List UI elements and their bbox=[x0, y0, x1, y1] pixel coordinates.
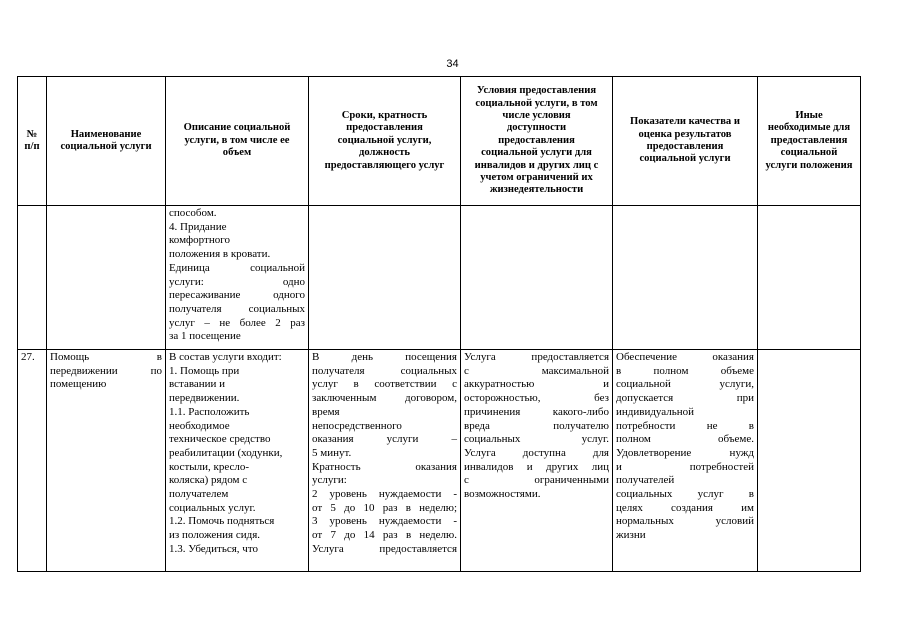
header-line: доступности bbox=[506, 122, 567, 134]
cell-line: вставании и bbox=[169, 378, 226, 391]
cell-line: целях создания им bbox=[616, 501, 754, 514]
header-line: предоставления bbox=[646, 141, 724, 152]
cell-line: услуг – не более 2 раз bbox=[169, 316, 305, 329]
header-line: Сроки, кратность bbox=[341, 109, 428, 121]
header-line: п/п bbox=[24, 141, 40, 152]
cell-line: оказания услуги – bbox=[312, 433, 457, 446]
cell-line: Удовлетворение нужд bbox=[616, 446, 754, 459]
cell-line: с максимальной bbox=[464, 364, 609, 377]
page-number: 34 bbox=[446, 58, 459, 70]
cell-line: комфортного bbox=[169, 234, 230, 247]
header-line: учетом ограничений их bbox=[480, 172, 593, 184]
header-description bbox=[166, 77, 309, 206]
cell-line: социальных услуг. bbox=[464, 433, 609, 446]
cell-service-name bbox=[47, 350, 166, 572]
cell-number: 27. bbox=[18, 350, 47, 572]
header-line: социальной услуги bbox=[60, 141, 152, 152]
header-line: должность bbox=[358, 147, 411, 159]
header-service-name bbox=[47, 77, 166, 206]
header-line: предоставления bbox=[498, 134, 575, 146]
cell-line: 1.3. Убедиться, что bbox=[169, 542, 258, 555]
header-line: социальной услуги bbox=[639, 153, 731, 165]
header-line: Описание социальной bbox=[183, 122, 291, 134]
cell-line: услуги: одно bbox=[169, 275, 305, 288]
cell-line: 3 уровень нуждаемости - bbox=[312, 515, 457, 528]
cell-description bbox=[166, 350, 309, 572]
cell-quality bbox=[613, 350, 758, 572]
header-other bbox=[758, 77, 861, 206]
cell-line: в полном объеме bbox=[616, 364, 754, 377]
cell-line: и потребностей bbox=[616, 460, 754, 473]
cell-line: помещению bbox=[50, 378, 107, 391]
header-line: социальной услуги для bbox=[481, 147, 592, 159]
cell-line: возможностями. bbox=[464, 488, 541, 501]
header-conditions bbox=[461, 77, 613, 206]
cell-line: Единица социальной bbox=[169, 261, 305, 274]
header-line: необходимые для bbox=[767, 122, 851, 134]
cell-line: положения в кровати. bbox=[169, 248, 271, 261]
cell-conditions-empty bbox=[461, 206, 613, 350]
cell-line: индивидуальной bbox=[616, 405, 695, 418]
cell-line: получателем bbox=[169, 488, 229, 501]
cell-line: от 7 до 14 раз в неделю. bbox=[312, 529, 457, 542]
header-line: объем bbox=[222, 147, 252, 159]
cell-line: причинения какого-либо bbox=[464, 405, 609, 418]
cell-terms bbox=[309, 350, 461, 572]
cell-line: аккуратностью и bbox=[464, 378, 609, 391]
header-number bbox=[18, 77, 47, 206]
cell-line: техническое средство bbox=[169, 433, 271, 446]
header-line: Иные bbox=[795, 109, 823, 121]
cell-line: непосредственного bbox=[312, 419, 402, 432]
header-line: Наименование bbox=[70, 128, 142, 140]
cell-line: костыли, кресло- bbox=[169, 460, 250, 473]
cell-line: необходимое bbox=[169, 419, 230, 432]
table-row-continuation bbox=[18, 206, 861, 350]
cell-line: 4. Придание bbox=[169, 220, 227, 233]
cell-line: потребности не в bbox=[616, 419, 754, 432]
cell-line: Помощь в bbox=[50, 351, 162, 363]
cell-line: реабилитации (ходунки, bbox=[169, 446, 283, 459]
cell-line: вреда получателю bbox=[464, 419, 609, 432]
cell-line: 5 минут. bbox=[312, 446, 352, 459]
cell-line: социальной услуги, bbox=[616, 378, 754, 391]
services-table bbox=[17, 76, 861, 572]
header-line: предоставляющего услуг bbox=[324, 159, 445, 171]
cell-conditions bbox=[461, 350, 613, 572]
cell-line: способом. bbox=[169, 207, 217, 219]
cell-name-empty bbox=[47, 206, 166, 350]
cell-line: 1.1. Расположить bbox=[169, 405, 250, 418]
cell-line: В состав услуги входит: bbox=[169, 351, 282, 363]
cell-description-continuation bbox=[166, 206, 309, 350]
cell-line: время bbox=[312, 405, 340, 418]
header-line: оценка результатов bbox=[638, 128, 732, 140]
header-line: Условия предоставления bbox=[476, 85, 597, 97]
cell-line: Услуга предоставляется bbox=[312, 542, 457, 555]
cell-line: социальных услуг. bbox=[169, 501, 256, 514]
cell-other-empty bbox=[758, 206, 861, 350]
table-row-item-27 bbox=[18, 350, 861, 572]
cell-line: услуги: bbox=[312, 474, 347, 487]
cell-line: Услуга доступна для bbox=[464, 446, 609, 459]
header-line: социальной услуги, bbox=[337, 134, 432, 146]
cell-line: с ограниченными bbox=[464, 474, 609, 487]
cell-line: пересаживание одного bbox=[169, 289, 305, 302]
header-line: Показатели качества и bbox=[630, 116, 740, 128]
cell-number-empty bbox=[18, 206, 47, 350]
header-line: инвалидов и других лиц с bbox=[474, 159, 599, 171]
cell-line: 1.2. Помочь подняться bbox=[169, 515, 275, 528]
cell-line: инвалидов и других лиц bbox=[464, 460, 609, 473]
cell-line: жизни bbox=[616, 529, 646, 542]
cell-line: социальных услуг в bbox=[616, 488, 754, 501]
cell-line: нормальных условий bbox=[616, 515, 754, 528]
cell-line: получателя социальных bbox=[169, 302, 305, 315]
header-line: предоставления bbox=[346, 122, 423, 134]
cell-line: передвижении. bbox=[169, 392, 240, 405]
header-line: услуги положения bbox=[765, 159, 853, 171]
cell-line: получателей bbox=[616, 474, 675, 487]
cell-line: получателя социальных bbox=[312, 364, 457, 377]
cell-line: полном объеме. bbox=[616, 433, 754, 446]
header-quality bbox=[613, 77, 758, 206]
cell-line: допускается при bbox=[616, 392, 754, 405]
cell-other-empty-27 bbox=[758, 350, 861, 572]
cell-line: коляска) рядом с bbox=[169, 474, 248, 487]
cell-line: из положения сидя. bbox=[169, 529, 261, 542]
header-line: № bbox=[26, 128, 38, 140]
header-line: социальной услуги, в том bbox=[475, 97, 598, 109]
cell-line: заключенным договором, bbox=[312, 392, 457, 405]
cell-quality-empty bbox=[613, 206, 758, 350]
cell-line: от 5 до 10 раз в неделю; bbox=[312, 501, 457, 514]
cell-line: В день посещения bbox=[312, 351, 457, 363]
table-header-row bbox=[18, 77, 861, 206]
cell-line: Кратность оказания bbox=[312, 460, 457, 473]
cell-line: услуг в соответствии с bbox=[312, 378, 457, 391]
header-line: услуги, в том числе ее bbox=[184, 134, 290, 146]
cell-terms-empty bbox=[309, 206, 461, 350]
header-line: предоставления bbox=[770, 134, 848, 146]
cell-line: 2 уровень нуждаемости - bbox=[312, 488, 457, 501]
cell-line: передвижении по bbox=[50, 364, 162, 377]
cell-line: Обеспечение оказания bbox=[616, 351, 754, 363]
cell-line: 1. Помощь при bbox=[169, 364, 240, 377]
cell-line: за 1 посещение bbox=[169, 330, 241, 343]
header-line: социальной bbox=[780, 147, 838, 159]
cell-line: осторожностью, без bbox=[464, 392, 609, 405]
header-terms bbox=[309, 77, 461, 206]
header-line: числе условия bbox=[502, 109, 571, 121]
cell-line: Услуга предоставляется bbox=[464, 351, 609, 363]
header-line: жизнедеятельности bbox=[489, 184, 584, 196]
